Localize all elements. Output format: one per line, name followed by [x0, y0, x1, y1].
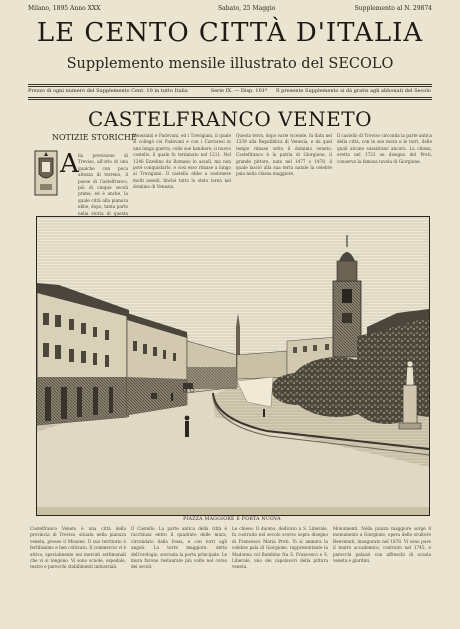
bottom-column-2: Il Castello. La parte antica della città è racchiusa entro il quadrato delle mura, circondato dalla fossa, e con torri agli angoli. La torre maggiore, detta dell'orologio, sovrasta la porta principale. Le mura furono restaurate più volte nel corso dei secoli. — [131, 526, 227, 570]
newspaper-subtitle: Supplemento mensile illustrato del SECOLO — [66, 56, 394, 72]
illustration-caption: PIAZZA MAGGIORE E PORTA NUOVA — [183, 517, 281, 522]
drop-cap: A — [60, 149, 79, 179]
rule-mid-2 — [28, 99, 432, 100]
price-info: Prezzo di ogni numero del Supplemento Cent. 10 in tutto Italia — [28, 88, 188, 94]
gratis-info: Il presente Supplemento si dà gratis agli abbonati del Secolo — [276, 88, 431, 94]
rule-mid — [28, 97, 432, 98]
column-3-text: Questa terra, dopo varie vicende, fu data nel 1339 alla Repubblica di Venezia, e da quel tempo rimase sotto il dominio veneto. Castelfranco è la patria di Giorgione, il grande pittore, nato nel 1477 o 1478, il quale lasciò alla sua terra natale la celebre pala nella chiesa maggiore. — [236, 133, 332, 177]
newspaper-title: LE CENTO CITTÀ D'ITALIA — [36, 18, 424, 48]
section-heading: NOTIZIE STORICHE — [52, 133, 137, 142]
rule-top-2 — [28, 86, 432, 87]
engraving-illustration — [36, 216, 430, 516]
bottom-column-4: Monumenti. Nella piazza maggiore sorge il monumento a Giorgione, opera dello scultore Benvenuti, inaugurato nel 1878. Vi sono pure il teatro accademico, costruito nel 1745, e parecchi palazzi con affreschi di scuola veneta e giardini. — [333, 526, 431, 564]
bottom-column-1: Castelfranco Veneto è una città della provincia di Treviso, situata nella pianura veneta, presso il Musone. Il suo territorio è fertilissimo e ben coltivato. Il commercio vi è attivo, specialmente nei mercati settimanali che vi si tengono. Vi sono scuole, ospedale, teatro e parecchi stabilimenti industriali. — [30, 526, 126, 570]
issue-date-left: Milano, 1895 Anno XXX — [28, 5, 101, 12]
rule-top — [28, 84, 432, 85]
bottom-column-3: Le chiese. Il duomo, dedicato a S. Liberale, fu costruito nel secolo scorso sopra disegno di Francesco Maria Preti. Vi si ammira la celebre pala di Giorgione, rappresentante la Madonna col Bambino fra S. Francesco e S. Liberale, uno dei capolavori della pittura veneta. — [232, 526, 328, 570]
coat-of-arms-icon — [34, 150, 58, 196]
column-2-text: Veneziani e Padovani, ed i Trevigiani, il quale si collegò coi Padovani e con i Carraresi in una lunga guerra, colle sue bandiere, il nuovo castello, il quale fu terminato nel 1211. Nel 1246 Ezzelino da Romano lo assalì, ma non poté conquistarlo, e così esso rimase a lungo ai Trevigiani. Il castello ebbe a sostenere molti assedi, finché tutto lo stato tornò nel dominio di Venezia. — [133, 133, 231, 190]
lead-paragraph: lla previsione di Treviso, all'orlo di una qualche con poca altezza di terreno, il paese di Castelfranco, più di cinque secoli prima; ed è anche, la quale città alla pianura ebbe, dopo, tanta parte nella storia di questa — [78, 153, 128, 216]
series-number: Serie IX. — Disp. 101ª — [210, 88, 268, 94]
issue-date-center: Sabato, 25 Maggio — [218, 5, 276, 12]
column-4-text: Il castello di Treviso circonda la parte antica della città, con le sue mura e le torri, delle quali alcune sussistono ancora. La chiesa, eretta nel 1723 su disegno del Preti, conserva la famosa tavola di Giorgione. — [337, 133, 432, 164]
masthead-meta — [28, 5, 432, 13]
supplement-number: Supplemento al N. 29874 — [354, 5, 432, 12]
article-title: CASTELFRANCO VENETO — [88, 107, 372, 131]
